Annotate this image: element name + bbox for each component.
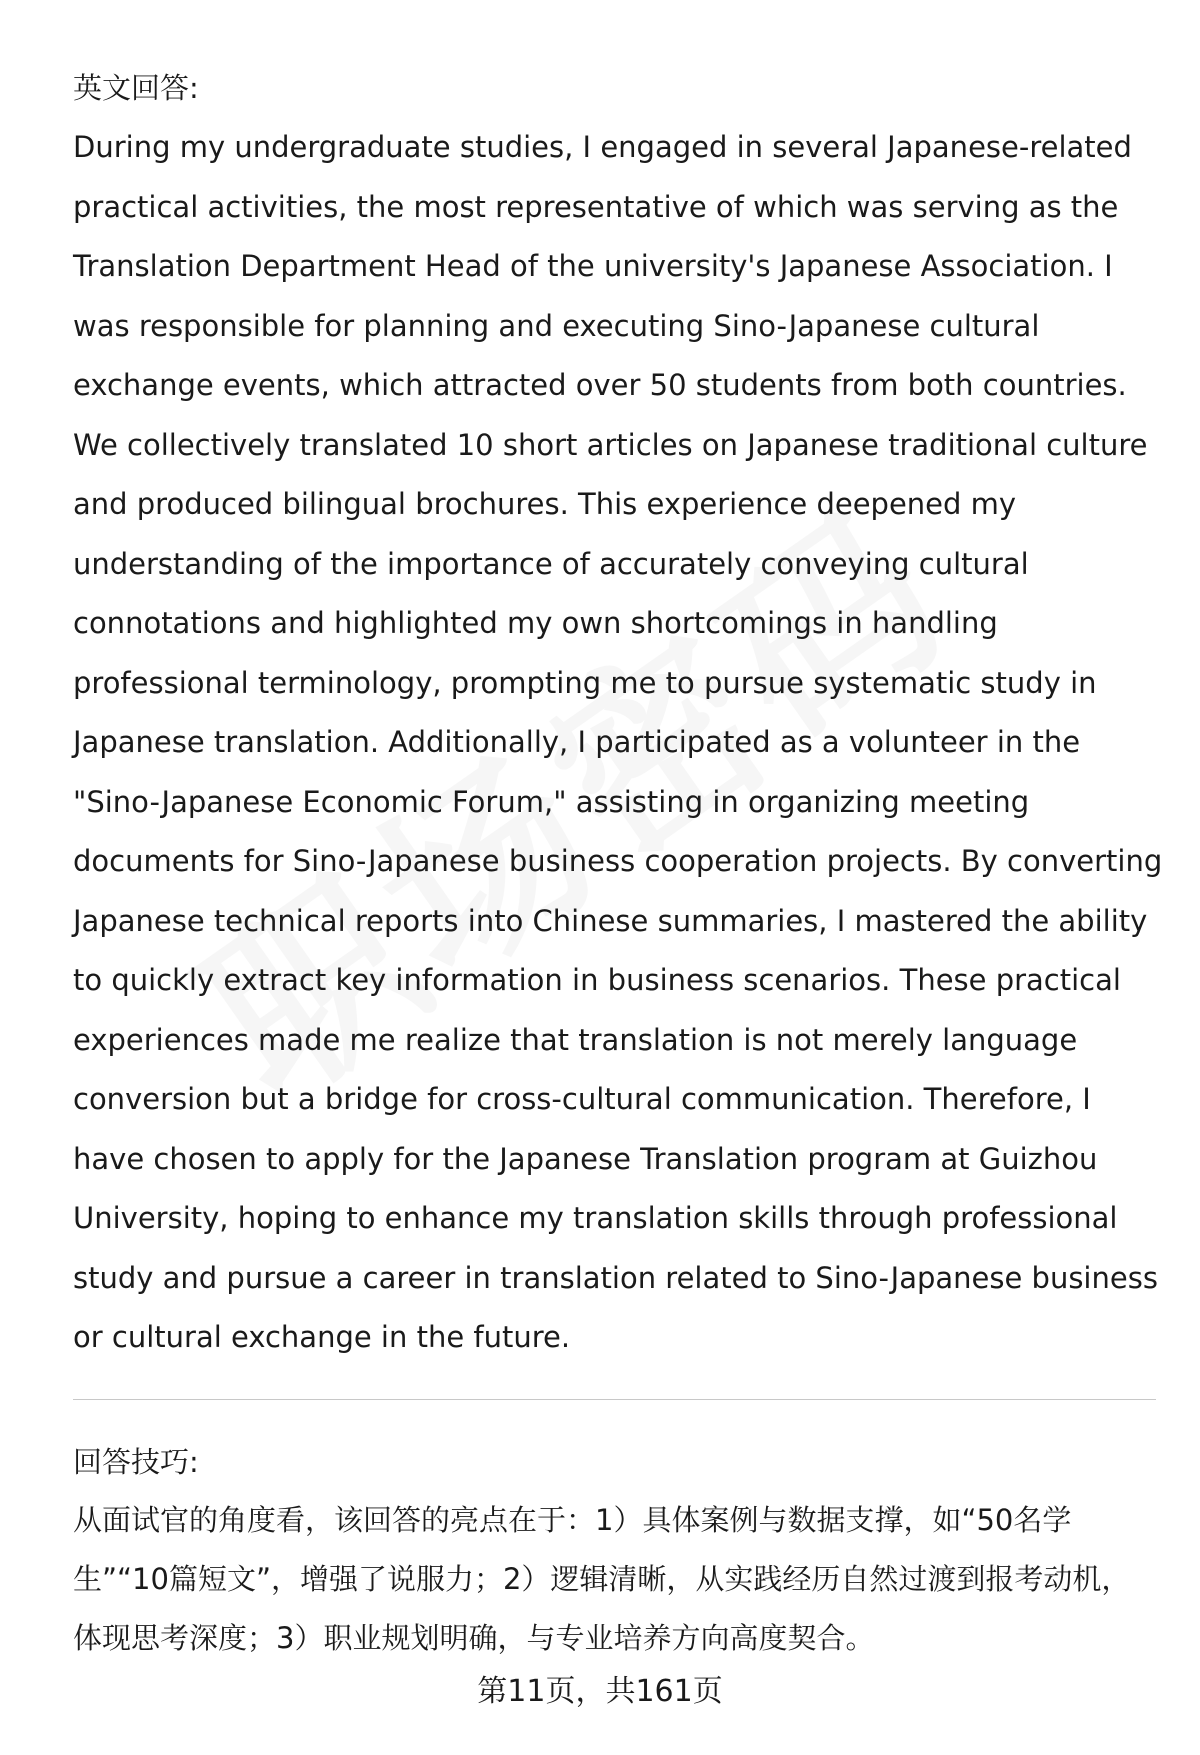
page-number: 第11页，共161页 xyxy=(477,1674,723,1709)
section-divider xyxy=(73,1399,1156,1400)
tips-heading: 回答技巧: xyxy=(73,1445,199,1479)
answer-heading: 英文回答: xyxy=(73,71,199,105)
tips-body: 从面试官的角度看，该回答的亮点在于：1）具体案例与数据支撑，如“50名学生”“10篇短文”，增强了说服力；2）逻辑清晰，从实践经历自然过渡到报考动机，体现思考深度；3）职业规划明确，与专业培养方向高度契合。 xyxy=(73,1503,1131,1655)
answer-body: During my undergraduate studies, I engaged in several Japanese-related practical activities, the most representative of which was serving as the Translation Department Head of the university's Japanese Association. I was responsible for planning and executing Sino-Japanese cultural exchange events, which attracted over 50 students from both countries. We collectively translated 10 short articles on Japanese traditional culture and produced bilingual brochures. This experience deepened my understanding of the importance of accurately conveying cultural connotations and highlighted my own shortcomings in handling professional terminology, prompting me to pursue systematic study in Japanese translation. Additionally, I participated as a volunteer in the "Sino-Japanese Economic Forum," assisting in organizing meeting documents for Sino-Japanese business cooperation projects. By converting Japanese technical reports into Chinese summaries, I mastered the ability to quickly extract key information in business scenarios. These practical experiences made me realize that translation is not merely language conversion but a bridge for cross-cultural communication. Therefore, I have chosen to apply for the Japanese Translation program at Guizhou University, hoping to enhance my translation skills through professional study and pursue a career in translation related to Sino-Japanese business or cultural exchange in the future. xyxy=(73,130,1163,1354)
